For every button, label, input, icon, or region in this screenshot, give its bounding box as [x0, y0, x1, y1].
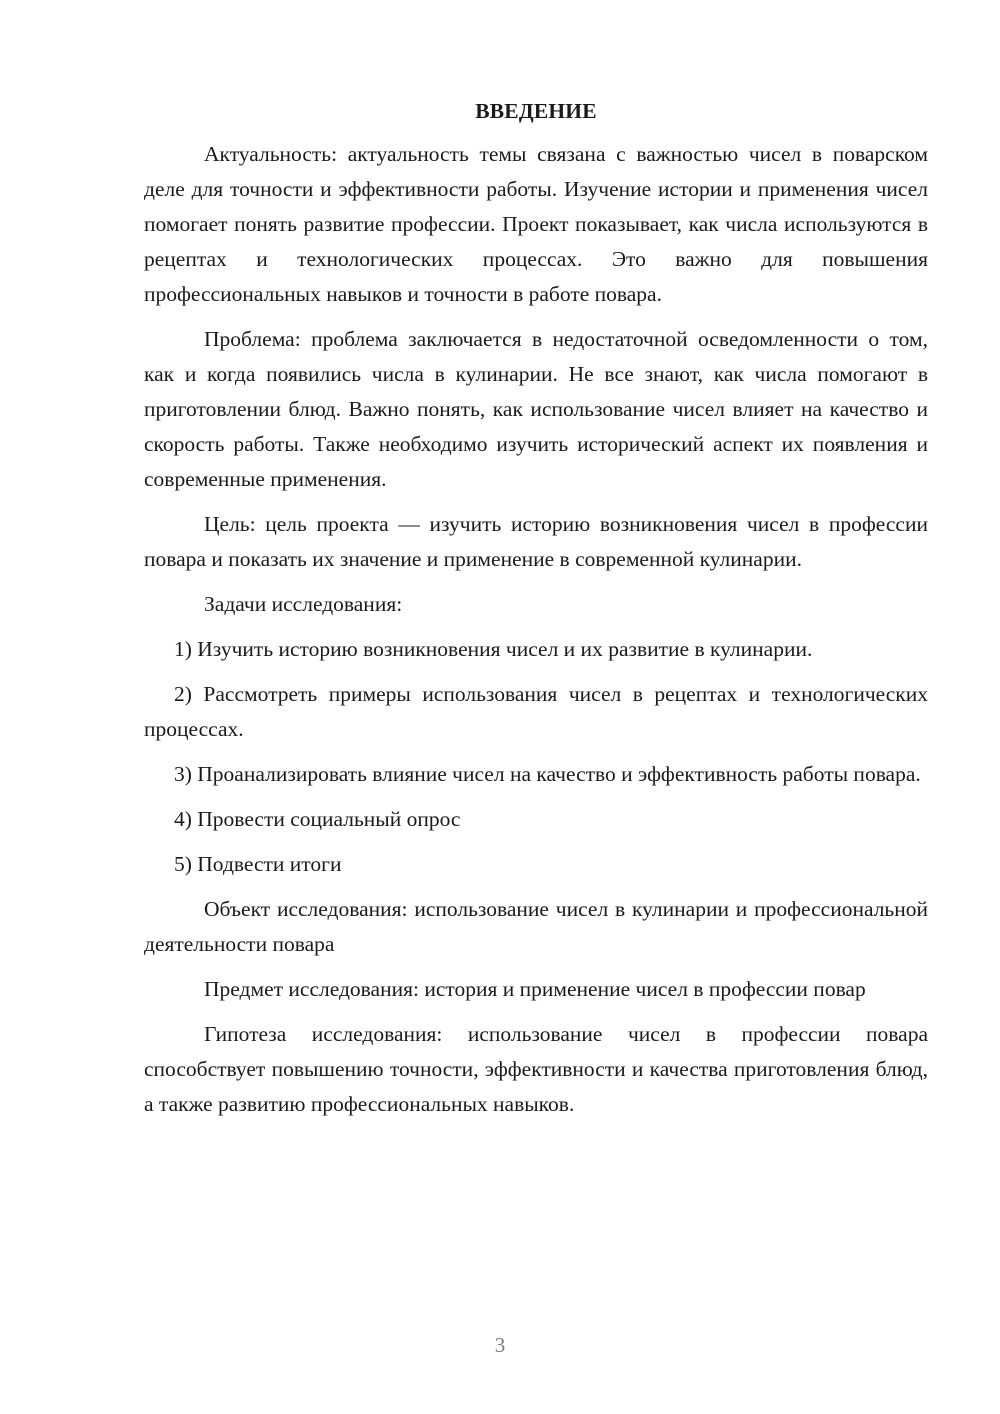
paragraph-object: Объект исследования: использование чисел в кулинарии и профессиональной деятельности повара [144, 897, 928, 956]
tasks-heading: Задачи исследования: [204, 592, 403, 616]
paragraph-relevance: Актуальность: актуальность темы связана с важностью чисел в поварском деле для точности и эффективности работы. Изучение истории и применения чисел помогает понять развитие профессии. Проект показывает, как числа используются в рецептах и технологических процессах. Это важно для повышения профессиональных навыков и точности в работе повара. [144, 142, 928, 306]
task-item-1: 1) Изучить историю возникновения чисел и их развитие в кулинарии. [174, 637, 813, 661]
paragraph-problem: Проблема: проблема заключается в недостаточной осведомленности о том, как и когда появились числа в кулинарии. Не все знают, как числа помогают в приготовлении блюд. Важно понять, как использование чисел влияет на качество и скорость работы. Также необходимо изучить исторический аспект их появления и современные применения. [144, 327, 928, 491]
page-number: 3 [494, 1333, 506, 1357]
task-item-4: 4) Провести социальный опрос [174, 807, 461, 831]
page-title: ВВЕДЕНИЕ [475, 99, 597, 123]
paragraph-subject: Предмет исследования: история и применение чисел в профессии повар [204, 977, 866, 1001]
task-item-5: 5) Подвести итоги [174, 852, 342, 876]
paragraph-hypothesis: Гипотеза исследования: использование чисел в профессии повара способствует повышению точности, эффективности и качества приготовления блюд, а также развитию профессиональных навыков. [144, 1022, 928, 1116]
task-item-2: 2) Рассмотреть примеры использования чисел в рецептах и технологических процессах. [144, 682, 928, 741]
paragraph-goal: Цель: цель проекта — изучить историю возникновения чисел в профессии повара и показать их значение и применение в современной кулинарии. [144, 512, 928, 571]
page-content [144, 94, 928, 1132]
task-item-3: 3) Проанализировать влияние чисел на качество и эффективность работы повара. [174, 762, 921, 786]
